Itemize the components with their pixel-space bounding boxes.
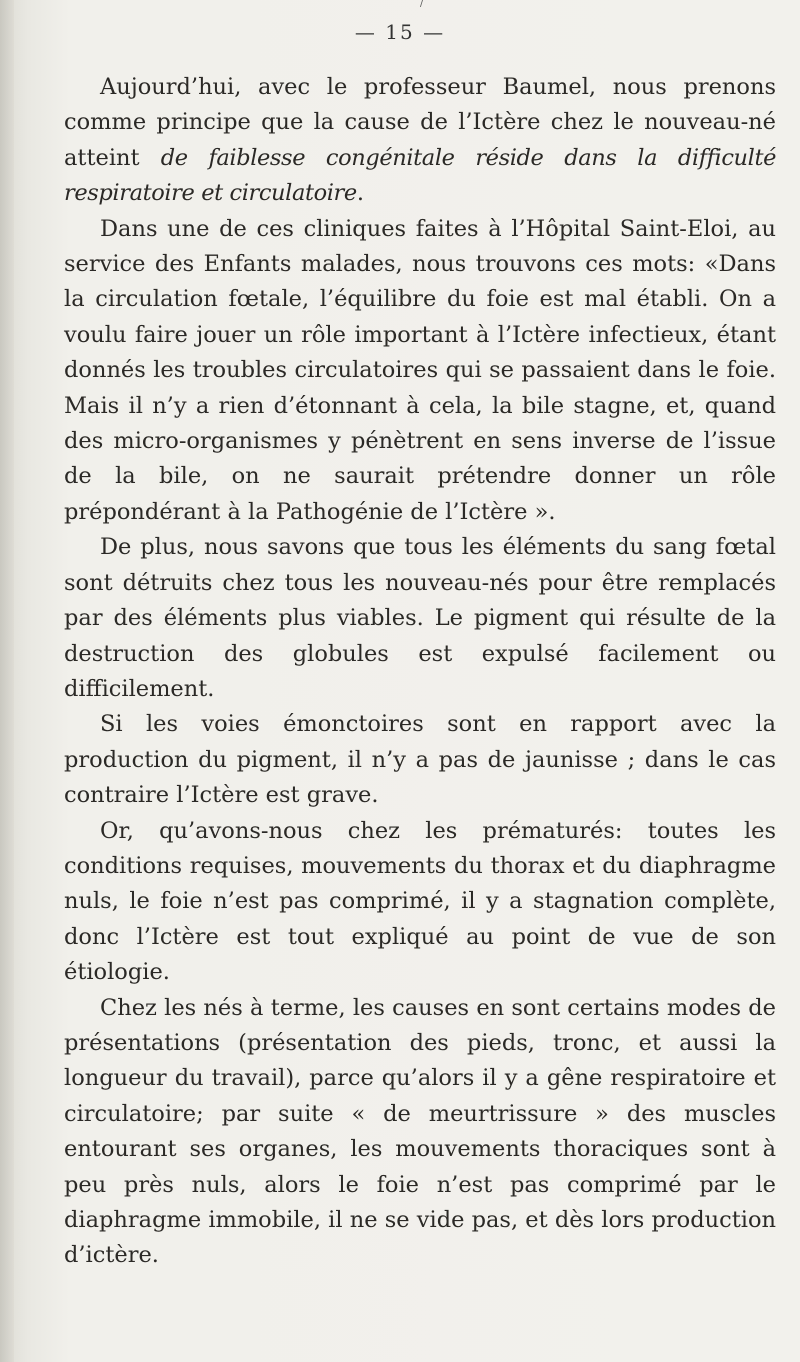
body-text: [64, 70, 776, 1274]
paragraph-1: [64, 70, 776, 212]
paragraph-1-start: Aujourd’hui, avec le professeur Baumel, nous prenons comme principe que la cause de l’Ictère chez le nouveau-né atteint: [64, 74, 776, 171]
paragraph-6: Chez les nés à terme, les causes en sont certains modes de présentations (présentation des pieds, tronc, et aussi la longueur du travail), parce qu’alors il y a gêne respiratoire et circulatoire; par suite « de meurtrissure » des muscles entourant ses organes, les mouvements thoraciques sont à peu près nuls, alors le foie n’est pas comprimé par le diaphragme immobile, il ne se vide pas, et dès lors production d’ictère.: [64, 994, 776, 1269]
paragraph-3: De plus, nous savons que tous les éléments du sang fœtal sont détruits chez tous les nouveau-nés pour être remplacés par des éléments plus viables. Le pigment qui résulte de la destruction des globules est expulsé facilement ou difficilement.: [64, 534, 776, 702]
paragraph-5: Or, qu’avons-nous chez les prématurés: toutes les conditions requises, mouvements du thorax et du diaphragme nuls, le foie n’est pas comprimé, il y a stagnation complète, donc l’Ictère est tout expliqué au point de vue de son étiologie.: [64, 817, 776, 986]
paragraph-4: Si les voies émonctoires sont en rapport avec la production du pigment, il n’y a pas de jaunisse ; dans le cas contraire l’Ictère est grave.: [64, 711, 776, 809]
page-number: — 15 —: [354, 20, 446, 44]
page-edge-shadow: [0, 0, 14, 1362]
paragraph-1-end: .: [356, 180, 364, 207]
paragraph-1-emphasis: de faiblesse congénitale réside dans la difficulté respiratoire et circulatoire: [64, 144, 777, 207]
paragraph-2: Dans une de ces cliniques faites à l’Hôpital Saint-Eloi, au service des Enfants malades, nous trouvons ces mots: «Dans la circulation fœtale, l’équilibre du foie est mal établi. On a voulu faire jouer un rôle important à l’Ictère infectieux, étant donnés les troubles circulatoires qui se passaient dans le foie. Mais il n’y a rien d’étonnant à cela, la bile stagne, et, quand des micro-organismes y pénètrent en sens inverse de l’issue de la bile, on ne saurait prétendre donner un rôle prépondérant à la Pathogénie de l’Ictère ».: [64, 215, 776, 525]
corner-mark: /: [420, 0, 424, 9]
